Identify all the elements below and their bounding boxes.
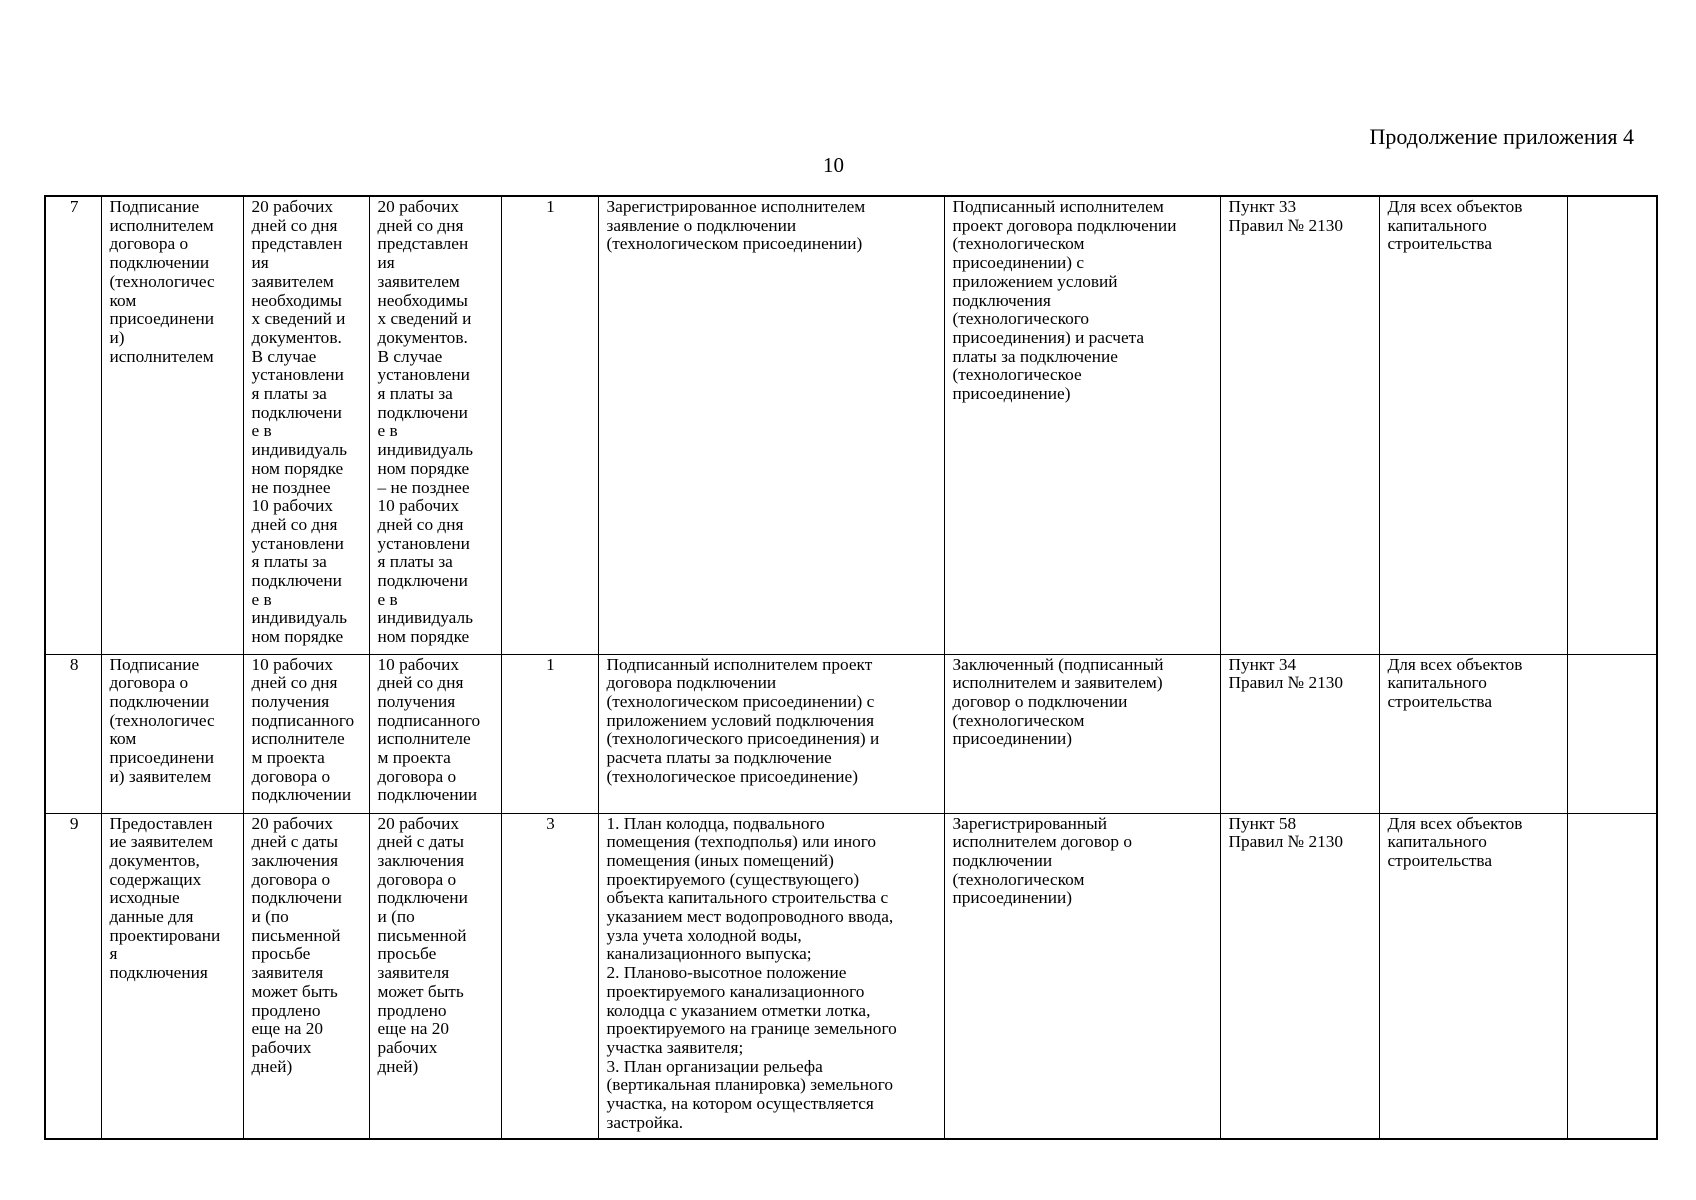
procedure-table — [44, 195, 1658, 1140]
quantity-cell: 1 — [501, 196, 598, 654]
legal-basis-text: Пункт 33 Правил № 2130 — [1228, 197, 1344, 235]
legal-basis-cell — [1220, 813, 1379, 1139]
table-row — [45, 196, 1657, 654]
term-b-text: 10 рабочих дней со дня получения подписанного исполнителе м проекта договора о подключении — [377, 654, 481, 805]
applicability-cell — [1379, 654, 1567, 813]
result-document-cell — [944, 196, 1220, 654]
note-cell — [1567, 196, 1657, 654]
input-document-text: Зарегистрированное исполнителем заявление о подключении (технологическом присоединении) — [606, 197, 866, 254]
term-b-cell — [369, 813, 501, 1139]
row-number: 9 — [45, 813, 101, 1139]
input-document-cell — [598, 813, 944, 1139]
term-a-text: 10 рабочих дней со дня получения подписанного исполнителе м проекта договора о подключении — [251, 654, 355, 805]
input-document-cell — [598, 196, 944, 654]
action-cell — [101, 813, 243, 1139]
applicability-cell — [1379, 196, 1567, 654]
result-document-text: Заключенный (подписанный исполнителем и заявителем) договор о подключении (технологическом присоединении) — [952, 654, 1164, 749]
applicability-text: Для всех объектов капитального строительства — [1387, 813, 1523, 870]
term-b-text: 20 рабочих дней со дня представлен ия заявителем необходимы х сведений и документов. В случае установлени я платы за подключени е в индивидуаль ном порядке – не позднее 10 рабочих дней со дня установлени я платы за подключени е в индивидуаль ном порядке — [377, 197, 473, 647]
term-b-cell — [369, 196, 501, 654]
applicability-text: Для всех объектов капитального строительства — [1387, 197, 1523, 254]
continuation-label: Продолжение приложения 4 — [1369, 124, 1634, 149]
row-number: 8 — [45, 654, 101, 813]
action-cell — [101, 196, 243, 654]
legal-basis-cell — [1220, 654, 1379, 813]
input-document-text: Подписанный исполнителем проект договора подключении (технологическом присоединении) с приложением условий подключения (технологического присоединения) и расчета платы за подключение (технологическое присоединение) — [606, 654, 880, 786]
action-cell — [101, 654, 243, 813]
term-b-cell — [369, 654, 501, 813]
legal-basis-text: Пункт 34 Правил № 2130 — [1228, 654, 1344, 693]
applicability-cell — [1379, 813, 1567, 1139]
legal-basis-text: Пункт 58 Правил № 2130 — [1228, 813, 1344, 852]
term-a-text: 20 рабочих дней со дня представлен ия заявителем необходимы х сведений и документов. В случае установлени я платы за подключени е в индивидуаль ном порядке не позднее 10 рабочих дней со дня установлени я платы за подключени е в индивидуаль ном порядке — [251, 197, 347, 647]
quantity-cell: 1 — [501, 654, 598, 813]
note-cell — [1567, 654, 1657, 813]
quantity-cell: 3 — [501, 813, 598, 1139]
input-document-cell — [598, 654, 944, 813]
term-a-cell — [243, 196, 369, 654]
result-document-cell — [944, 813, 1220, 1139]
result-document-text: Подписанный исполнителем проект договора подключении (технологическом присоединении) с приложением условий подключения (технологического присоединения) и расчета платы за подключение (технологическое присоединение) — [952, 197, 1177, 404]
action-text: Подписание договора о подключении (технологичес ком присоединени и) заявителем — [109, 654, 215, 786]
result-document-text: Зарегистрированный исполнителем договор о подключении (технологическом присоединении) — [952, 813, 1132, 908]
row-number: 7 — [45, 196, 101, 654]
page-number: 10 — [823, 153, 844, 177]
legal-basis-cell — [1220, 196, 1379, 654]
table-row — [45, 654, 1657, 813]
result-document-cell — [944, 654, 1220, 813]
table-row — [45, 813, 1657, 1139]
action-text: Предоставлен ие заявителем документов, содержащих исходные данные для проектировани я подключения — [109, 813, 221, 983]
action-text: Подписание исполнителем договора о подключении (технологичес ком присоединени и) исполнителем — [109, 197, 215, 366]
term-a-cell — [243, 813, 369, 1139]
applicability-text: Для всех объектов капитального строительства — [1387, 654, 1523, 711]
term-b-text: 20 рабочих дней с даты заключения договора о подключени и (по письменной просьбе заявителя может быть продлено еще на 20 рабочих дней) — [377, 813, 468, 1076]
input-document-text: 1. План колодца, подвального помещения (техподполья) или иного помещения (иных помещений) проектируемого (существующего) объекта капитального строительства с указанием мест водопроводного ввода, узла учета холодной воды, канализационного выпуска; 2. Планово-высотное положение проектируемого канализационного колодца с указанием отметки лотка, проектируемого на границе земельного участка заявителя; 3. План организации рельефа (вертикальная планировка) земельного участка, на котором осуществляется застройка. — [606, 813, 897, 1132]
note-cell — [1567, 813, 1657, 1139]
term-a-text: 20 рабочих дней с даты заключения договора о подключени и (по письменной просьбе заявителя может быть продлено еще на 20 рабочих дней) — [251, 813, 342, 1076]
term-a-cell — [243, 654, 369, 813]
